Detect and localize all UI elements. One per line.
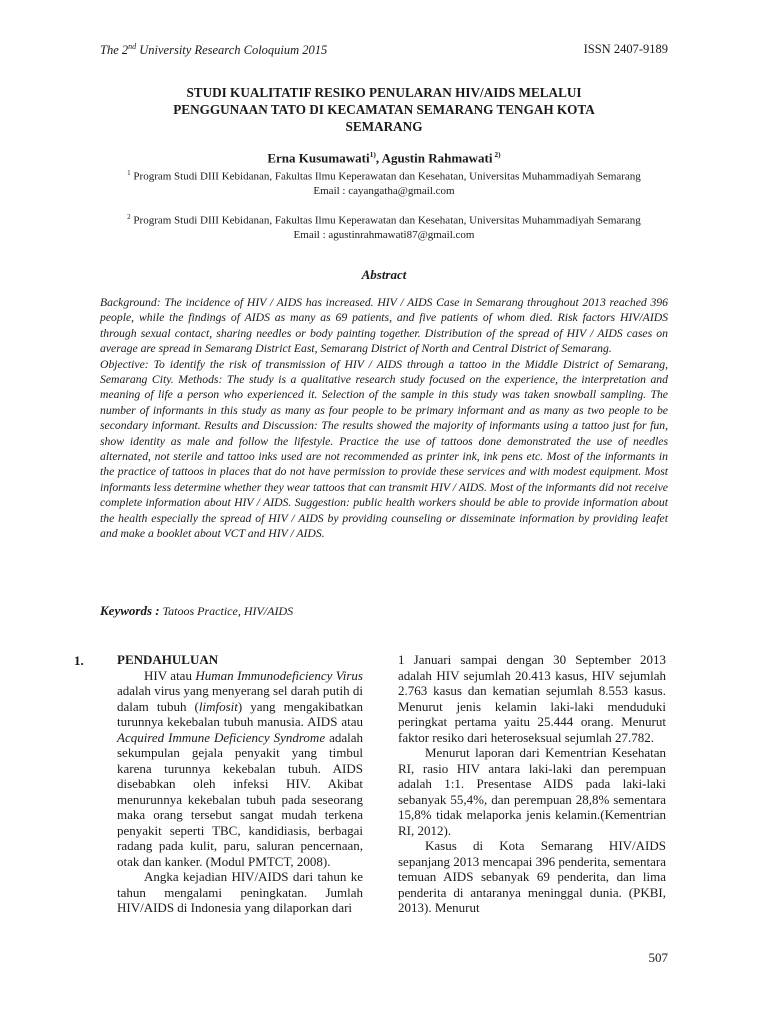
text-run-italic: Human Immunodeficiency Virus	[195, 667, 363, 683]
paragraph: Kasus di Kota Semarang HIV/AIDS sepanjang 2013 mencapai 396 penderita, sementara temuan AIDS sebanyak 69 penderita, dan lima penderita di antaranya meninggal dunia. (PKBI, 2013). Menurut	[398, 838, 666, 915]
affiliation-2	[100, 210, 668, 243]
text-run: adalah sekumpulan gejala penyakit yang timbul karena turunnya kekebalan tubuh. AIDS disebabkan oleh infeksi HIV. Akibat menurunnya kekebalan tubuh pada seseorang maka orang tersebut sangat mudah terkena penyakit seperti TBC, kandidiasis, berbagai radang pada kulit, paru, saluran pencernaan, otak dan kanker. (Modul PMTCT, 2008).	[117, 729, 364, 869]
section-title: PENDAHULUAN	[117, 652, 219, 667]
affiliation-1	[100, 166, 668, 199]
keywords-label: Keywords :	[100, 603, 160, 618]
affiliation-num: 2	[127, 213, 131, 221]
author-1: Erna Kusumawati	[267, 150, 370, 166]
text-run: adalah virus yang menyerang sel darah putih di dalam tubuh (	[117, 683, 363, 714]
affiliation-text	[100, 166, 668, 184]
issn: ISSN 2407-9189	[583, 42, 668, 56]
journal-suffix: University Research Coloquium 2015	[136, 43, 328, 58]
left-column	[117, 652, 363, 916]
section-number: 1.	[74, 653, 84, 668]
right-column	[398, 652, 666, 916]
paper-title	[100, 84, 668, 135]
paragraph: Angka kejadian HIV/AIDS dari tahun ke tahun mengalami peningkatan. Jumlah HIV/AIDS di Indonesia yang dilaporkan dari	[117, 869, 363, 915]
keywords	[100, 603, 668, 619]
title-line: STUDI KUALITATIF RESIKO PENULARAN HIV/AIDS MELALUI	[186, 85, 582, 100]
journal-header	[100, 42, 327, 58]
title-line: SEMARANG	[345, 119, 423, 134]
text-run: ) yang mengakibatkan turunnya kekebalan tubuh manusia. AIDS atau	[117, 698, 363, 729]
author-2: Agustin Rahmawati	[381, 150, 493, 166]
author-2-sup: 2)	[492, 150, 501, 159]
paragraph: 1 Januari sampai dengan 30 September 2013 adalah HIV sejumlah 20.413 kasus, HIV sejumlah 2.763 kasus dan kematian sejumlah 8.553 kasus. Menurut jenis kelamin laki-laki menduduki peringkat pertama yaitu 25.444 orang. Menurut faktor resiko dari heteroseksual sejumlah 27.782.	[398, 652, 666, 745]
author-sep: ,	[375, 150, 382, 166]
text-run: HIV atau	[144, 667, 196, 683]
paragraph	[117, 668, 363, 870]
authors	[100, 150, 668, 166]
abstract-heading: Abstract	[361, 267, 407, 282]
affiliation-num: 1	[127, 169, 131, 177]
text-run-italic: limfosit	[198, 698, 238, 714]
abstract-objective: Objective: To identify the risk of transmission of HIV / AIDS through a tattoo in the Middle District of Semarang, Semarang City. Methods: The study is a qualitative research study focused on the experience, the interpretation and meaning of life a person who experienced it. Selection of the sample in this study was taken snowball sampling. The number of informants in this study as many as four people to be primary informant and as many as two people to be secondary informant. Results and Discussion: The results showed the majority of informants using a tattoo just for fun, show identity as male and follow the lifestyle. Practice the use of tattoos done demonstrated the use of needles alternated, not sterile and tattoo inks used are not recommended as printer ink, ink pens etc. Most of the informants in the practice of tattoos in places that do not have permission to provide these services and with modest equipment. Most informants less determine whether they wear tattoos that can transmit HIV / AIDS. Most of the informants did not receive complete information about HIV / AIDS. Suggestion: public health workers should be able to provide information about the health especially the spread of HIV / AIDS by providing counseling or disseminate information by providing leafet and make a booklet about VCT and HIV / AIDS.	[100, 357, 668, 541]
affiliation-email: Email : cayangatha@gmail.com	[313, 185, 455, 198]
author-1-sup: 1)	[369, 150, 376, 159]
abstract-background: Background: The incidence of HIV / AIDS has increased. HIV / AIDS Case in Semarang throughout 2013 reached 396 people, while the findings of AIDS as many as 69 patients, and five patients of whom died. Risk factors HIV/AIDS through sexual contact, sharing needles or body painting together. Distribution of the spread of HIV / AIDS cases on average are spread in Semarang District East, Semarang District of North and Central District of Semarang.	[100, 296, 668, 356]
text-run-italic: Acquired Immune Deficiency Syndrome	[117, 729, 326, 745]
abstract-body	[100, 295, 668, 542]
affiliation-body: Program Studi DIII Kebidanan, Fakultas Ilmu Keperawatan dan Kesehatan, Universitas Muhammadiyah Semarang	[130, 170, 641, 183]
affiliation-text	[100, 210, 668, 228]
affiliation-email: Email : agustinrahmawati87@gmail.com	[293, 229, 475, 242]
title-line: PENGGUNAAN TATO DI KECAMATAN SEMARANG TENGAH KOTA	[173, 102, 595, 117]
journal-prefix: The 2	[100, 43, 129, 58]
keywords-text: Tatoos Practice, HIV/AIDS	[159, 604, 294, 618]
affiliation-body: Program Studi DIII Kebidanan, Fakultas Ilmu Keperawatan dan Kesehatan, Universitas Muhammadiyah Semarang	[130, 214, 641, 227]
page-number: 507	[648, 950, 668, 965]
paragraph: Menurut laporan dari Kementrian Kesehatan RI, rasio HIV antara laki-laki dan perempuan adalah 1:1. Presentase AIDS pada laki-laki sebanyak 55,4%, dan perempuan 28,8% sementara 15,8% tidak melaporka jenis kelamin.(Kementrian RI, 2012).	[398, 745, 666, 838]
journal-sup: nd	[128, 42, 137, 51]
